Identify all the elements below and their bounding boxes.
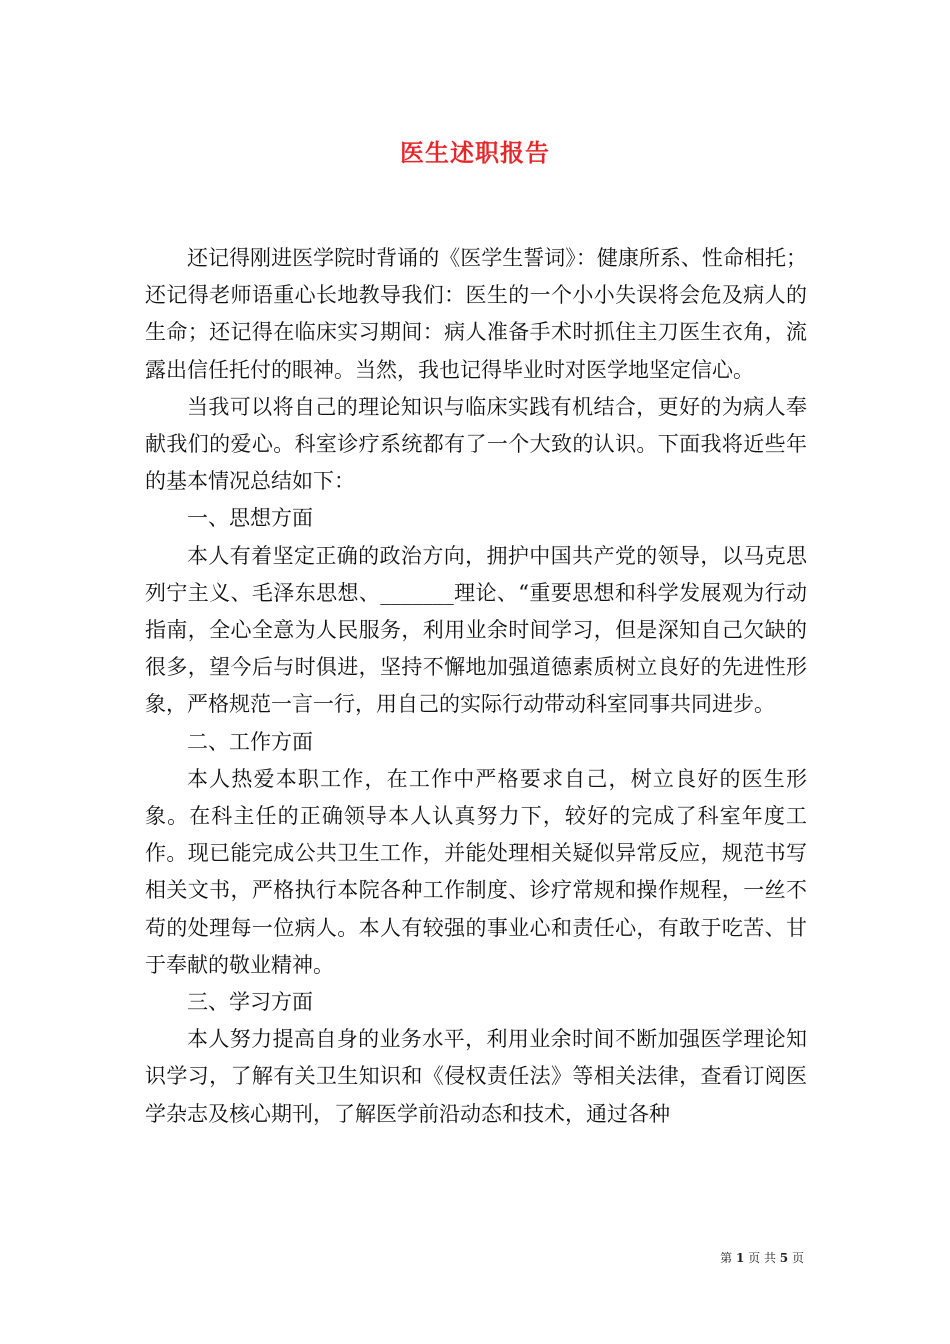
section-heading-work: 二、工作方面 [187,729,313,754]
paragraph-summary: 当我可以将自己的理论知识与临床实践有机结合，更好的为病人奉献我们的爱心。科室诊疗系统都有了一个大致的认识。下面我将近些年的基本情况总结如下： [145,394,807,494]
document-body [145,240,807,1133]
paragraph-intro: 还记得刚进医学院时背诵的《医学生誓词》：健康所系、性命相托；还记得老师语重心长地教导我们：医生的一个小小失误将会危及病人的生命；还记得在临床实习期间：病人准备手术时抓住主刀医生衣角，流露出信任托付的眼神。当然，我也记得毕业时对医学地坚定信心。 [145,246,807,382]
paragraph-study: 本人努力提高自身的业务水平，利用业余时间不断加强医学理论知识学习，了解有关卫生知识和《侵权责任法》等相关法律，查看订阅医学杂志及核心期刊，了解医学前沿动态和技术，通过各种 [145,1027,807,1126]
footer-current-page: 1 [735,1251,745,1265]
footer-suffix: 页 [791,1251,804,1265]
paragraph-ideology: 本人有着坚定正确的政治方向，拥护中国共产党的领导，以马克思列宁主义、毛泽东思想、_______理论、“重要思想和科学发展观为行动指南，全心全意为人民服务，利用业余时间学习，但是深知自己欠缺的很多，望今后与时俱进，坚持不懈地加强道德素质树立良好的先进性形象，严格规范一言一行，用自己的实际行动带动科室同事共同进步。 [145,543,807,717]
paragraph-work: 本人热爱本职工作，在工作中严格要求自己，树立良好的医生形象。在科主任的正确领导本人认真努力下，较好的完成了科室年度工作。现已能完成公共卫生工作，并能处理相关疑似异常反应，规范书写相关文书，严格执行本院各种工作制度、诊疗常规和操作规程，一丝不苟的处理每一位病人。本人有较强的事业心和责任心，有敢于吃苦、甘于奉献的敬业精神。 [145,766,807,977]
document-title: 医生述职报告 [400,138,550,167]
footer-prefix: 第 [720,1251,733,1265]
section-heading-ideology: 一、思想方面 [187,506,313,531]
footer-total-pages: 5 [779,1251,789,1265]
section-heading-study: 三、学习方面 [187,990,313,1015]
footer-middle: 页 共 [748,1251,776,1265]
page-number-footer [720,1249,804,1266]
